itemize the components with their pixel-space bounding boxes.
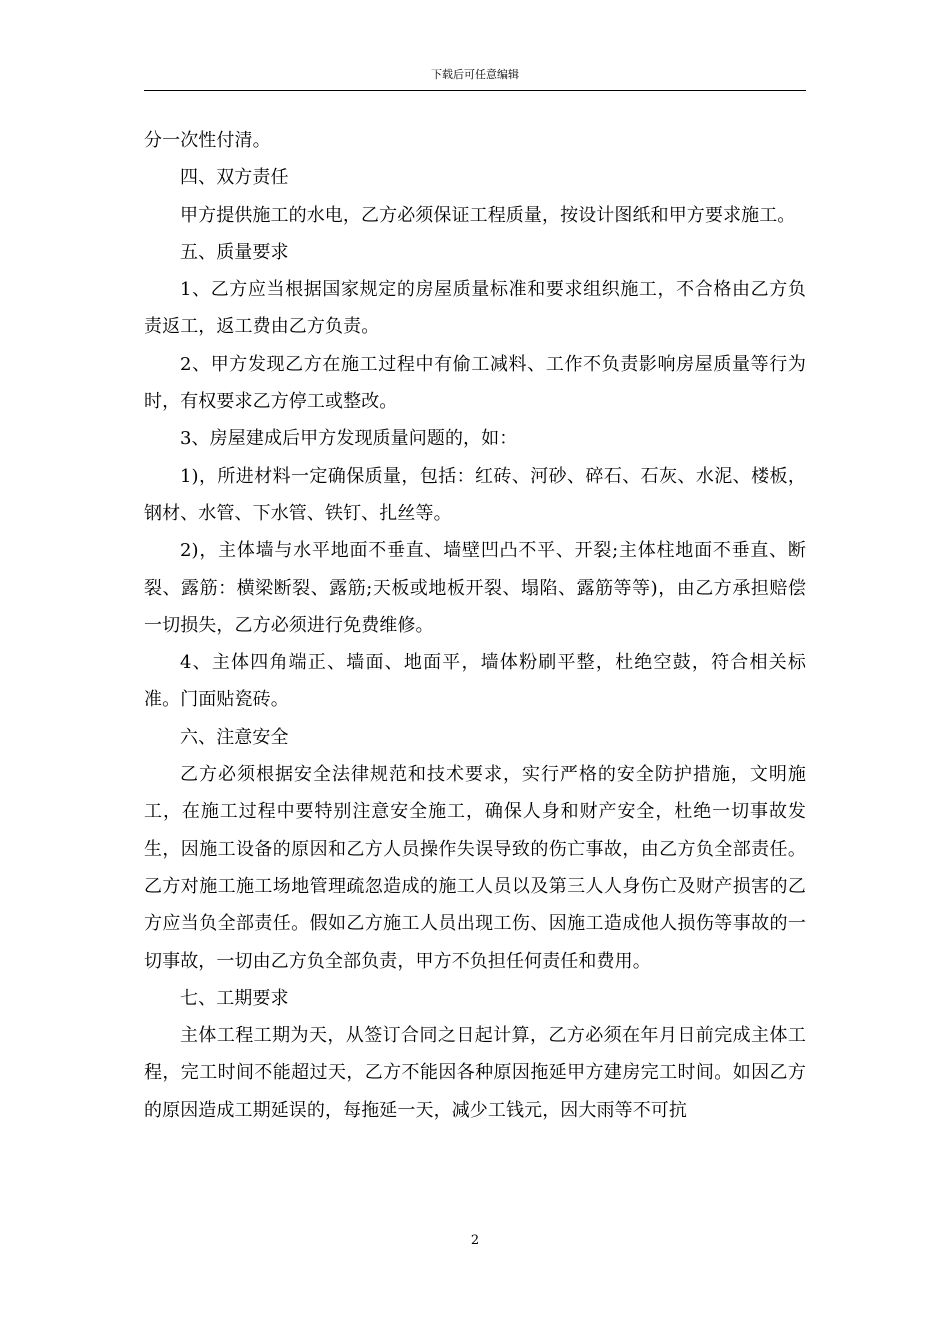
body-paragraph: 四、双方责任 [180, 167, 289, 189]
body-paragraph: 1、乙方应当根据国家规定的房屋质量标准和要求组织施工，不合格由乙方负责返工，返工费由乙方负责。 [144, 279, 806, 338]
body-paragraph: 五、质量要求 [180, 241, 289, 263]
body-paragraph: 六、注意安全 [180, 726, 289, 748]
body-paragraph: 乙方必须根据安全法律规范和技术要求，实行严格的安全防护措施，文明施工，在施工过程中要特别注意安全施工，确保人身和财产安全，杜绝一切事故发生，因施工设备的原因和乙方人员操作失误导致的伤亡事故，由乙方负全部责任。乙方对施工施工场地管理疏忽造成的施工人员以及第三人人身伤亡及财产损害的乙方应当负全部责任。假如乙方施工人员出现工伤、因施工造成他人损伤等事故的一切事故，一切由乙方负全部负责，甲方不负担任何责任和费用。 [144, 764, 806, 972]
body-paragraph: 2)，主体墙与水平地面不垂直、墙壁凹凸不平、开裂;主体柱地面不垂直、断裂、露筋：横梁断裂、露筋;天板或地板开裂、塌陷、露筋等等)，由乙方承担赔偿一切损失，乙方必须进行免费维修。 [144, 540, 806, 636]
page-number: 2 [470, 1233, 480, 1248]
body-paragraph: 甲方提供施工的水电，乙方必须保证工程质量，按设计图纸和甲方要求施工。 [180, 204, 796, 226]
body-paragraph: 分一次性付清。 [144, 130, 271, 151]
body-paragraph: 1)，所进材料一定确保质量，包括：红砖、河砂、碎石、石灰、水泥、楼板，钢材、水管、下水管、铁钉、扎丝等。 [144, 465, 806, 524]
body-paragraph: 3、房屋建成后甲方发现质量问题的，如： [180, 428, 518, 450]
document-body [144, 122, 806, 1129]
header-divider [144, 90, 806, 91]
body-paragraph: 主体工程工期为天，从签订合同之日起计算，乙方必须在年月日前完成主体工程，完工时间不能超过天，乙方不能因各种原因拖延甲方建房完工时间。如因乙方的原因造成工期延误的，每拖延一天，减少工钱元，因大雨等不可抗 [144, 1025, 806, 1121]
body-paragraph: 七、工期要求 [180, 987, 289, 1009]
body-paragraph: 4、主体四角端正、墙面、地面平，墙体粉刷平整，杜绝空鼓，符合相关标准。门面贴瓷砖。 [144, 652, 806, 711]
page-header: 下载后可任意编辑 [431, 68, 519, 81]
body-paragraph: 2、甲方发现乙方在施工过程中有偷工减料、工作不负责影响房屋质量等行为时，有权要求乙方停工或整改。 [144, 353, 806, 413]
